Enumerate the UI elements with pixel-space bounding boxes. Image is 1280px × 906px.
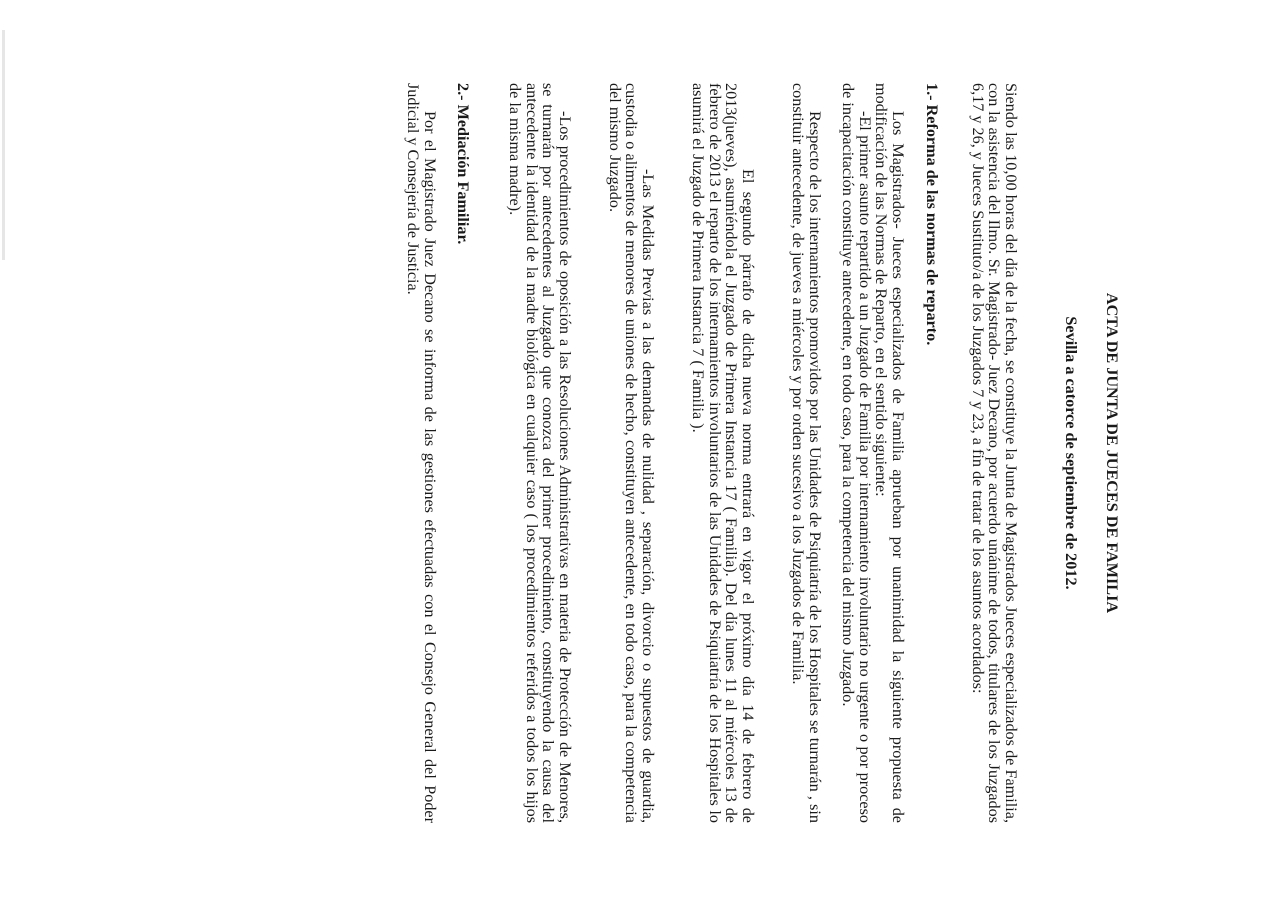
intro-paragraph: Siendo las 10,00 horas del día de la fecha, se constituye la Junta de Magistrados Jueces especializados de Familia, con la asistencia del Ilmo. Sr. Magistrado- Juez Decano, por acuerdo unánime de todos, titulares de los Juzgados 6,17 y 26, y Jueces Sustituto/a de los Juzgados 7 y 23, a fin de tratar de los asuntos acordados: xyxy=(968,83,1020,823)
section1-paragraph-2: -El primer asunto repartido a un Juzgado de Familia por internamiento involuntario no urgente o por proceso de incapacitación constituye antecedente, en todo caso, para la competencia del mismo Juzgado. xyxy=(839,83,874,823)
section1-paragraph-5: -Las Medidas Previas a las demandas de nulidad , separación, divorcio o supuestos de guardia, custodia o alimentos de menores de uniones de hecho, constituyen antecedente, en todo caso, para la competencia del mismo Juzgado. xyxy=(605,83,657,823)
rotated-document xyxy=(160,83,1120,823)
document-subtitle: Sevilla a catorce de septiembre de 2012. xyxy=(1062,316,1080,590)
document-title: ACTA DE JUNTA DE JUECES DE FAMILIA xyxy=(1103,292,1121,614)
section1-paragraph-1: Los Magistrados- Jueces especializados de Familia aprueban por unanimidad la siguiente propuesta de modificación de las Normas de Reparto, en el sentido siguiente: xyxy=(872,83,907,823)
section1-paragraph-6: -Los procedimientos de oposición a las Resoluciones Administrativas en materia de Protección de Menores, se turnarán por antecedentes al Juzgado que conozca del primer procedimiento, constituyendo la causa del antecedente la identidad de la madre biológica en cualquier caso ( los procedimientos referidos a todos los hijos de la misma madre). xyxy=(505,83,574,823)
section2-heading: 2.- Mediación Familiar. xyxy=(454,83,472,245)
scan-edge-mark xyxy=(2,30,5,260)
section1-paragraph-3: Respecto de los internamientos promovidos por las Unidades de Psiquiatría de los Hospitales se turnarán , sin constituir antecedente, de jueves a miércoles y por orden sucesivo a los Juzgados de Familia. xyxy=(789,83,824,823)
section2-paragraph-1: Por el Magistrado Juez Decano se informa de las gestiones efectuadas con el Consejo General del Poder Judicial y Consejería de Justicia. xyxy=(404,83,439,823)
section1-paragraph-4: El segundo párrafo de dicha nueva norma entrará en vigor el próximo día 14 de febrero de 2013(jueves), asumiéndola el Juzgado de Primera Instancia 17 ( Familia). Del día lunes 11 al miércoles 13 de febrero de 2013 el reparto de los internamientos involuntarios de las Unidades de Psiquiatría de los Hospitales lo asumirá el Juzgado de Primera Instancia 7 ( Familia ). xyxy=(688,83,757,823)
section1-heading: 1.- Reforma de las normas de reparto. xyxy=(923,83,941,346)
